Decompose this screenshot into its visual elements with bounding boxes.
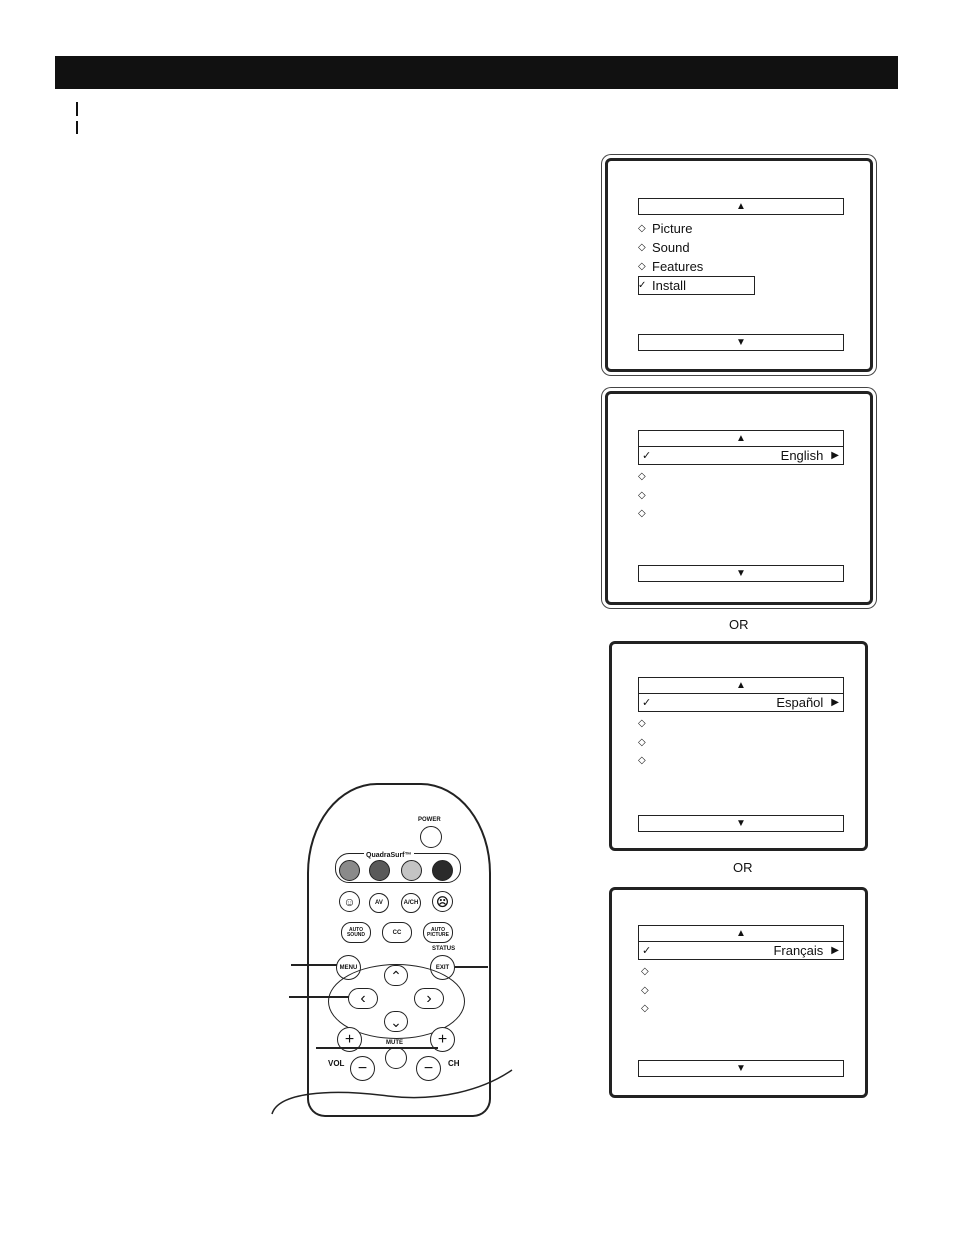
check-icon: ✓	[642, 450, 652, 462]
down-arrow-icon: ▼	[736, 567, 746, 579]
down-arrow-bar	[638, 565, 844, 582]
diamond-icon: ◇	[638, 241, 646, 253]
ch-label: CH	[448, 1059, 460, 1068]
tv-screen-language-francais	[609, 887, 868, 1098]
up-arrow-bar	[638, 677, 844, 694]
page-header-bar	[55, 56, 898, 89]
ach-label: A/CH	[403, 900, 419, 906]
up-arrow-bar	[638, 198, 844, 215]
or-label: OR	[729, 617, 749, 632]
check-icon: ✓	[638, 279, 647, 291]
language-value: Español	[776, 695, 824, 710]
auto-sound-label: AUTO SOUND	[346, 926, 366, 938]
ach-button[interactable]	[401, 893, 421, 913]
diamond-icon: ◇	[638, 471, 646, 482]
right-arrow-icon: ▶	[831, 945, 839, 956]
quadrasurf-button-2[interactable]	[369, 860, 390, 881]
diamond-icon: ◇	[641, 1003, 649, 1014]
down-arrow-icon: ▼	[736, 1062, 746, 1074]
language-row-selected	[638, 447, 844, 465]
happy-face-icon: ☺	[343, 894, 356, 909]
language-value: Français	[773, 943, 824, 958]
auto-sound-button[interactable]	[341, 922, 371, 943]
sad-face-button[interactable]	[432, 891, 453, 912]
status-label: STATUS	[432, 946, 456, 952]
up-chevron-icon: ⌃	[390, 967, 402, 984]
tv-screen-language-english	[605, 391, 873, 605]
minus-icon: −	[423, 1059, 434, 1077]
language-row-selected	[638, 942, 844, 960]
margin-rule-bottom	[76, 121, 78, 134]
diamond-icon: ◇	[641, 985, 649, 996]
diamond-icon: ◇	[638, 490, 646, 501]
cc-label: CC	[392, 929, 402, 936]
up-arrow-icon: ▲	[736, 200, 746, 212]
down-arrow-bar	[638, 334, 844, 351]
vol-label: VOL	[328, 1059, 345, 1068]
or-label: OR	[733, 860, 753, 875]
tv-screen-main-menu	[605, 158, 873, 372]
menu-item-features	[638, 257, 703, 275]
diamond-icon: ◇	[638, 222, 646, 234]
right-arrow-icon: ▶	[831, 450, 839, 461]
av-label: AV	[375, 900, 383, 906]
check-icon: ✓	[642, 697, 652, 709]
language-row-selected	[638, 694, 844, 712]
right-chevron-icon: ›	[426, 989, 432, 1007]
diamond-icon: ◇	[638, 755, 646, 766]
up-arrow-icon: ▲	[736, 432, 746, 444]
callout-line-menu	[291, 964, 337, 966]
margin-rule-top	[76, 102, 78, 116]
down-arrow-bar	[638, 815, 844, 832]
mute-button[interactable]	[385, 1047, 407, 1069]
exit-label: EXIT	[435, 964, 450, 971]
quadrasurf-button-1[interactable]	[339, 860, 360, 881]
menu-item-label: Install	[652, 277, 686, 293]
menu-item-label: Features	[652, 258, 704, 274]
right-arrow-icon: ▶	[831, 697, 839, 708]
up-arrow-bar	[638, 430, 844, 447]
menu-label: MENU	[339, 964, 358, 971]
power-button[interactable]	[420, 826, 442, 848]
tv-screen-language-espanol	[609, 641, 868, 851]
callout-line-vol	[316, 1047, 438, 1049]
auto-picture-button[interactable]	[423, 922, 453, 943]
diamond-icon: ◇	[638, 718, 646, 729]
cc-button[interactable]	[382, 922, 412, 943]
callout-line-left	[289, 996, 349, 998]
menu-item-install	[638, 276, 686, 294]
plus-icon: +	[437, 1030, 448, 1048]
menu-item-label: Sound	[652, 239, 690, 255]
up-arrow-icon: ▲	[736, 927, 746, 939]
happy-face-button[interactable]	[339, 891, 360, 912]
diamond-icon: ◇	[638, 737, 646, 748]
menu-item-sound	[638, 238, 690, 256]
left-button[interactable]	[348, 988, 378, 1009]
mute-label: MUTE	[386, 1040, 403, 1046]
left-chevron-icon: ‹	[360, 989, 366, 1007]
quadrasurf-button-4[interactable]	[432, 860, 453, 881]
diamond-icon: ◇	[638, 508, 646, 519]
sad-face-icon: ☹	[436, 894, 449, 909]
up-arrow-bar	[638, 925, 844, 942]
down-button[interactable]	[384, 1011, 408, 1032]
minus-icon: −	[357, 1059, 368, 1077]
quadrasurf-button-3[interactable]	[401, 860, 422, 881]
right-button[interactable]	[414, 988, 444, 1009]
power-label: POWER	[418, 817, 441, 823]
menu-item-picture	[638, 219, 692, 237]
up-button[interactable]	[384, 965, 408, 986]
callout-line-exit	[455, 966, 488, 968]
up-arrow-icon: ▲	[736, 679, 746, 691]
diamond-icon: ◇	[638, 260, 646, 272]
down-chevron-icon: ⌄	[390, 1013, 402, 1030]
hand-outline	[268, 1068, 518, 1118]
down-arrow-bar	[638, 1060, 844, 1077]
down-arrow-icon: ▼	[736, 817, 746, 829]
av-button[interactable]	[369, 893, 389, 913]
menu-item-label: Picture	[652, 220, 693, 236]
language-value: English	[780, 448, 824, 463]
auto-picture-label: AUTO PICTURE	[427, 926, 449, 938]
diamond-icon: ◇	[641, 966, 649, 977]
quadrasurf-label: QuadraSurf™	[366, 852, 412, 859]
plus-icon: +	[344, 1030, 355, 1048]
down-arrow-icon: ▼	[736, 336, 746, 348]
check-icon: ✓	[642, 945, 652, 957]
